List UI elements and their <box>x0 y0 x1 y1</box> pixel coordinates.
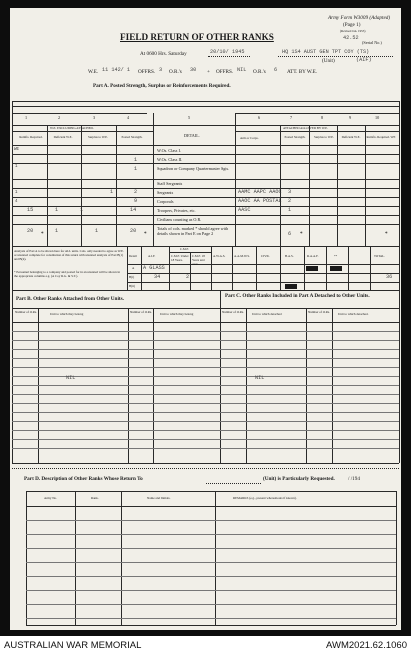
we-value: 11 142/ 1 <box>102 67 131 73</box>
footer-accession: AWM2021.62.1060 <box>326 640 407 651</box>
head-posted-r: Posted Strength. <box>284 135 306 139</box>
part-d-heading: Part D. Description of Other Ranks Whose Return To <box>24 476 143 482</box>
total-reinfts: 20 <box>27 228 34 234</box>
cpl-posted-r: 2 <box>288 198 292 204</box>
b-unit-1: Unit to which they belong <box>50 312 84 316</box>
an-bi-aif: 34 <box>154 274 161 280</box>
total-star-4: * <box>144 231 147 237</box>
total-posted: 20 <box>130 228 137 234</box>
offrs-value: 3 <box>159 67 163 73</box>
c-num-1: Number of O.Rs. <box>222 310 244 314</box>
an-detail: Detail <box>129 254 137 258</box>
serial-label: (Serial No.) <box>362 40 382 45</box>
an-raaf: R.A.A.F. <box>307 254 319 258</box>
tpr-deficient: 1 <box>55 207 59 213</box>
an-civil: CIVIL <box>261 254 270 258</box>
unit-value: HQ 1S4 AUST GEN TPT COY (TS) <box>282 49 370 55</box>
an-over18: C.M.F. 18 Years and over. <box>192 254 205 266</box>
c-num-2: Number of O.Rs. <box>308 310 330 314</box>
margin-1b: 1 <box>15 191 18 195</box>
detail-sergeants: Sergeants <box>157 190 174 195</box>
col-num-9: 9 <box>349 115 352 120</box>
col-num-5: 5 <box>188 115 191 120</box>
detail-wo2: W.Os. Class II. <box>157 157 183 162</box>
margin-1a: 1 <box>15 165 18 169</box>
tpr-reinfts: 15 <box>27 207 34 213</box>
col-num-10: 10 <box>375 115 380 120</box>
an-awas: A.W.A.S. <box>213 254 226 258</box>
an-row-a: A <box>132 266 135 270</box>
an-a-aif: A GLASS <box>143 265 165 271</box>
page-label: (Page 1) <box>343 22 361 28</box>
ors-label: O.R.'s <box>169 69 182 75</box>
total-deficient: 1 <box>55 228 59 234</box>
redaction-block-1 <box>306 266 318 271</box>
we-excluding-head: W.E. EXCLUDING ATTACHED. <box>50 126 94 130</box>
tpr-surplus: 1 <box>80 207 84 213</box>
an-bi-total: 36 <box>386 274 393 280</box>
col-num-4: 4 <box>127 115 130 120</box>
offrs-label-2: OFFRS. <box>216 69 234 75</box>
serial-number: 42.52 <box>343 35 359 41</box>
army-form-label: Army Form W3009 (Adapted) <box>328 15 391 21</box>
detail-troopers: Troopers, Privates, etc. <box>157 208 196 213</box>
return-year: 1945 <box>232 49 245 55</box>
analysis-note-2: * Personnel belonging to a company and posted for in an unstated will be shown in the appropriate columns e.g. (A Coy R.G. & S.T.). <box>14 270 120 278</box>
cqms-posted: 1 <box>134 166 138 172</box>
total-star: * <box>300 231 303 237</box>
col-num-6: 6 <box>258 115 261 120</box>
head-surplus-r: Surplus to W.E. <box>313 135 334 139</box>
cpl-arm: AAOC AA POSTAL <box>238 198 282 204</box>
part-c-nil: NIL <box>255 375 265 381</box>
d-head-remarks: REMARKS (e.g., present whereabouts if known). <box>233 496 297 500</box>
detail-cqms: Squadron or Company Quartermaster Sgts. <box>157 166 230 171</box>
head-deficient-r: Deficient W.E. <box>341 135 361 139</box>
unit-suffix: (AIF) <box>356 57 372 63</box>
col-num-8: 8 <box>321 115 324 120</box>
b-num-1: Number of O.Rs. <box>15 310 37 314</box>
an-row-bi: B(i) <box>129 275 135 279</box>
an-under18: C.M.F. Under 18 Years. <box>171 254 189 262</box>
ors-value: 30 <box>190 67 197 73</box>
col-num-1: 1 <box>25 115 28 120</box>
part-a-heading: Part A. Posted Strength, Surplus or Reinforcements Required. <box>93 83 231 89</box>
c-unit-2: Unit to which detached. <box>338 312 369 316</box>
c-unit-1: Unit to which detached <box>252 312 282 316</box>
head-deficient: Deficient W.E. <box>53 135 73 139</box>
tpr-posted: 14 <box>130 207 137 213</box>
head-reinfts: Reinfts. Required. <box>19 135 43 139</box>
redaction-block-2 <box>330 266 342 271</box>
offrs-label: OFFRS. <box>138 69 156 75</box>
an-star: ** <box>334 254 338 258</box>
part-d-date: / /194 <box>348 476 360 482</box>
sgt-surplus: 1 <box>110 189 114 195</box>
b-num-2: Number of O.Rs. <box>130 310 152 314</box>
att-label: ATT. BY W.E. <box>287 69 318 75</box>
detail-staff-sgts: Staff Sergeants <box>157 181 183 186</box>
an-total: TOTAL. <box>374 254 385 258</box>
footer-bar <box>0 636 411 653</box>
b-unit-2: Unit to which they belong <box>160 312 194 316</box>
detail-corporals: Corporals <box>157 199 174 204</box>
attached-allowed-head: ATTACHED ALLOWED BY W.E. <box>283 126 329 130</box>
total-star-r: * <box>385 231 388 237</box>
part-d-unit: (Unit) is Particularly Requested. <box>263 476 335 482</box>
head-posted: Posted Strength. <box>121 135 143 139</box>
footer-credit: AUSTRALIAN WAR MEMORIAL <box>4 640 142 651</box>
detail-head: DETAIL. <box>184 133 200 138</box>
detail-wo1: W.Os. Class I. <box>157 148 181 153</box>
d-head-name: Name and Initials. <box>147 496 171 500</box>
at-hours-label: At 0600 Hrs. Saturday <box>140 51 187 57</box>
tpr-arm: AASC <box>238 207 251 213</box>
wo2-posted-mark: 1 <box>134 157 138 163</box>
return-date: 20/10/ <box>210 49 229 55</box>
tpr-posted-r: 1 <box>288 207 292 213</box>
an-row-bii: B(ii) <box>129 284 136 288</box>
cpl-posted: 9 <box>134 198 138 204</box>
part-b-heading: Part B. Other Ranks Attached from Other Units. <box>16 296 124 302</box>
we-label: W.E. <box>88 69 99 75</box>
head-arm-corps: Arm or Corps. <box>240 136 259 140</box>
sgt-posted-r: 3 <box>288 189 292 195</box>
ors-value-2: 6 <box>274 67 278 73</box>
total-surplus: 1 <box>95 228 99 234</box>
d-head-army-no: Army No. <box>44 496 57 500</box>
col-num-7: 7 <box>290 115 293 120</box>
an-bi-u18: 2 <box>186 274 190 280</box>
analysis-note: Analysis of Part A to be shown here for ALL units. Cols. only needed to agree as W.E. or unstated complete for constitution of this return with unstated analysis of Part B(1) and B(ii). <box>14 249 124 261</box>
detail-totals: Totals of cols. marked * should agree with details shown in Part E on Page 2 <box>157 226 229 237</box>
sgt-posted: 2 <box>134 189 138 195</box>
detail-civilians: Civilians counting as O.R. <box>157 217 202 222</box>
total-posted-r: 6 <box>288 231 292 237</box>
head-surplus: Surplus to W.E. <box>87 135 108 139</box>
margin-4: 4 <box>15 200 18 204</box>
part-c-heading: Part C. Other Ranks Included in Part A Detached to Other Units. <box>225 293 370 299</box>
revised-label: (Revised Jan. 1953) <box>340 29 366 33</box>
an-aamws: A.A.M.W.S. <box>234 254 250 258</box>
sgt-arm: AAMC AAPC AAOC <box>238 189 282 195</box>
head-reinfts-r: Reinfts. Required. WE <box>366 135 396 139</box>
margin-we: WE <box>14 148 20 152</box>
col-num-3: 3 <box>93 115 96 120</box>
offrs-value-2: NIL <box>237 67 247 73</box>
an-aif: A.I.F. <box>148 254 156 258</box>
d-head-rank: Rank. <box>91 496 99 500</box>
part-b-nil: NIL <box>66 375 76 381</box>
an-cmf: C.M.F. <box>180 247 189 251</box>
total-star-1: * <box>41 231 44 237</box>
col-num-2: 2 <box>58 115 61 120</box>
form-title: FIELD RETURN OF OTHER RANKS <box>120 32 274 42</box>
unit-label: (Unit) <box>322 58 335 64</box>
redaction-block-3 <box>285 284 297 289</box>
plus-sign-1: + <box>207 69 210 75</box>
an-bas: B.A.S. <box>285 254 294 258</box>
form-page <box>10 8 401 630</box>
ors-label-2: O.R.'s <box>253 69 266 75</box>
